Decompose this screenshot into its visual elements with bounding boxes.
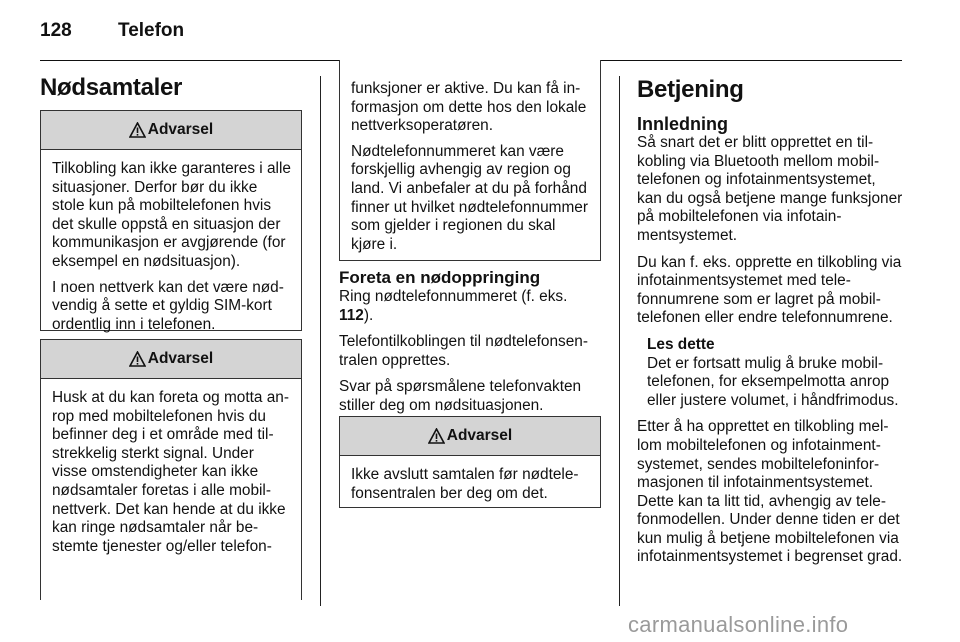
subtitle-foreta-nodoppringing: Foreta en nødoppringing: [339, 268, 541, 287]
warning-box-2: [40, 339, 302, 600]
column-divider-2: [619, 76, 620, 606]
text: ).: [363, 306, 374, 324]
column-2: [339, 268, 603, 424]
warning-body: [41, 379, 301, 569]
warning-heading: Advarsel: [147, 350, 214, 367]
emergency-number: 112: [339, 306, 364, 324]
paragraph: I noen nettverk kan det være nødvendig å sette et gyldig SIM-kort ordentlig inn i telefonen.: [52, 278, 284, 333]
paragraph: Så snart det er blitt opprettet en tilkobling via Bluetooth mellom mobiltelefonen og infotainmentsystemet, kan du også betjene mange funksjoner på mobiltelefonen via infotainmentsystemet.: [637, 134, 903, 244]
section-title-betjening: Betjening: [637, 76, 744, 103]
section-title-nodsamtaler: Nødsamtaler: [40, 74, 183, 101]
paragraph: Du kan f. eks. opprette en tilkobling via infotainmentsystemet med telefonnumrene som er lagret på mobiltelefonen eller endre telefonnumrene.: [637, 253, 902, 327]
paragraph: Etter å ha opprettet en tilkobling mellom mobiltelefonen og infotainmentsystemet, sendes mobiltelefoninformasjonen til infotainmentsystemet. Dette kan ta litt tid, avhengig av telefonmodellen. Under denne tiden er det kun mulig å betjene mobiltelefonen via infotainmentsystemet i begrenset grad.: [637, 418, 903, 566]
subtitle-innledning: Innledning: [637, 114, 728, 134]
warning-heading: Advarsel: [147, 121, 214, 138]
warning-header: [41, 111, 301, 150]
warning-triangle-icon: [428, 428, 445, 444]
column-3: [637, 76, 903, 575]
paragraph: [339, 288, 603, 325]
warning-body: [340, 456, 600, 516]
paragraph: Svar på spørsmålene telefonvakten stiller deg om nødsituasjonen.: [339, 378, 582, 414]
warning-header: [41, 340, 301, 379]
warning-body: [41, 150, 301, 347]
warning-triangle-icon: [129, 351, 146, 367]
paragraph: Nødtelefonnummeret kan være forskjellig avhengig av region og land. Vi anbefaler at du på forhånd finner ut hvilket nødtelefonnummer som gjelder i regionen du skal kjøre i.: [351, 142, 588, 253]
column-1: [40, 74, 302, 102]
paragraph: Telefontilkoblingen til nødtelefonsentralen opprettes.: [339, 333, 588, 369]
warning-triangle-icon: [129, 122, 146, 138]
chapter-title: Telefon: [118, 20, 185, 41]
warning-body: [340, 60, 600, 267]
paragraph: Husk at du kan foreta og motta anrop med mobiltelefonen hvis du befinner deg i et område med tilstrekkelig sterkt signal. Under visse omstendigheter kan ikke nødsamtaler foretas i alle mobilnettverk. Det kan hende at du ikke kan ringe nødsamtaler når bestemte tjenester og/eller telefon-: [52, 389, 289, 555]
warning-header: [340, 417, 600, 456]
page-header: [40, 18, 900, 46]
paragraph: funksjoner er aktive. Du kan få informasjon om dette hos den lokale nettverksoperatøren.: [351, 80, 587, 135]
watermark: carmanualsonline.info: [628, 612, 849, 637]
note-box: [647, 336, 903, 410]
warning-box-3: [339, 416, 601, 508]
note-text: Det er fortsatt mulig å bruke mobiltelefonen, for eksempelmotta anrop eller justere volumet, i håndfrimodus.: [647, 354, 899, 409]
paragraph: Ikke avslutt samtalen før nødtelefonsentralen ber deg om det.: [351, 466, 579, 502]
warning-heading: Advarsel: [446, 427, 513, 444]
text: Ring nødtelefonnummeret (f. eks.: [339, 288, 568, 305]
note-title: Les dette: [647, 335, 715, 353]
paragraph: Tilkobling kan ikke garanteres i alle situasjoner. Derfor bør du ikke stole kun på mobiltelefonen hvis det skulle oppstå en situasjon der kommunikasjon er avgjørende (for eksempel en nødsituasjon).: [52, 160, 291, 270]
column-divider-1: [320, 76, 321, 606]
warning-box-1: [40, 110, 302, 331]
warning-box-continued: [339, 60, 601, 261]
page-number: 128: [40, 20, 72, 41]
